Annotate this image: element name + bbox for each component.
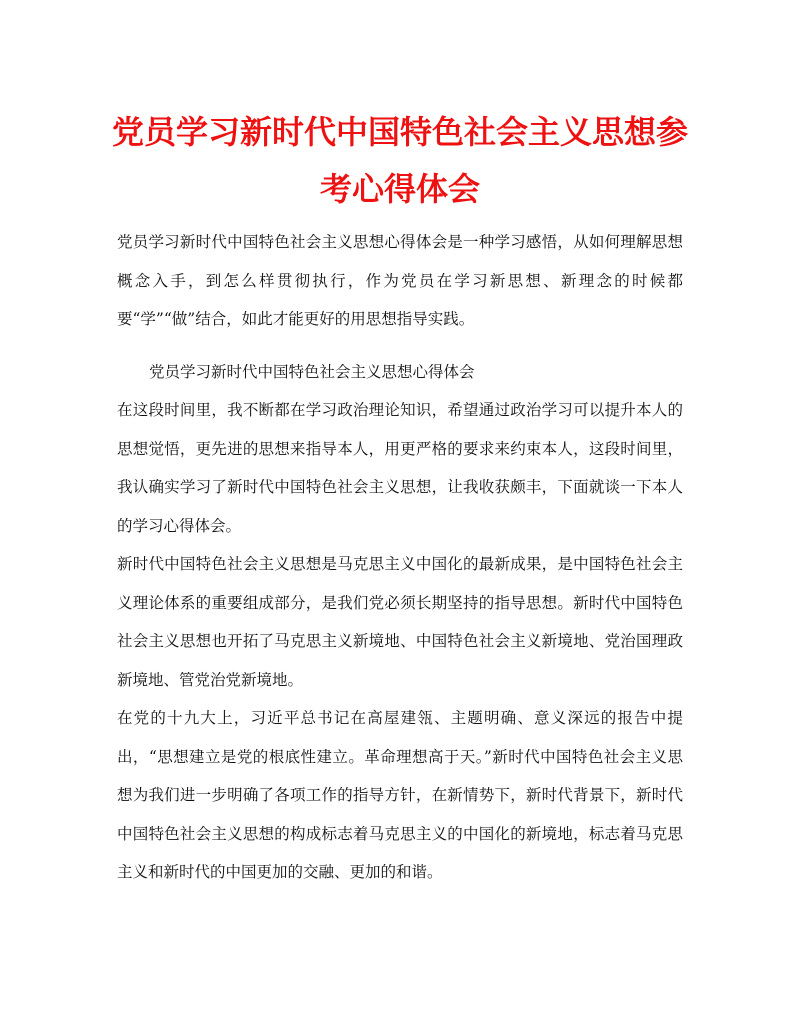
intro-paragraph: 党员学习新时代中国特色社会主义思想心得体会是一种学习感悟，从如何理解思想概念入手，到怎么样贯彻执行，作为党员在学习新思想、新理念的时候都要“学”“做”结合，如此才能更好的用思想指导实践。: [117, 233, 683, 328]
document-body: [117, 223, 683, 892]
body-paragraph-2: 新时代中国特色社会主义思想是马克思主义中国化的最新成果，是中国特色社会主义理论体系的重要组成部分，是我们党必须长期坚持的指导思想。新时代中国特色社会主义思想也开拓了马克思主义新境地、中国特色社会主义新境地、党治国理政新境地、管党治党新境地。: [117, 555, 683, 689]
section-heading: 党员学习新时代中国特色社会主义思想心得体会: [149, 362, 475, 381]
body-paragraph-1: 在这段时间里，我不断都在学习政治理论知识，希望通过政治学习可以提升本人的思想觉悟，更先进的思想来指导本人，用更严格的要求来约束本人，这段时间里，我认确实学习了新时代中国特色社会主义思想，让我收获颇丰，下面就谈一下本人的学习心得体会。: [117, 401, 683, 535]
document-title: 党员学习新时代中国特色社会主义思想参考心得体会: [111, 113, 688, 208]
body-paragraph-3: 在党的十九大上，习近平总书记在高屋建瓴、主题明确、意义深远的报告中提出，“思想建立是党的根底性建立。革命理想高于天。”新时代中国特色社会主义思想为我们进一步明确了各项工作的指导方针，在新情势下，新时代背景下，新时代中国特色社会主义思想的构成标志着马克思主义的中国化的新境地，标志着马克思主义和新时代的中国更加的交融、更加的和谐。: [117, 709, 683, 881]
